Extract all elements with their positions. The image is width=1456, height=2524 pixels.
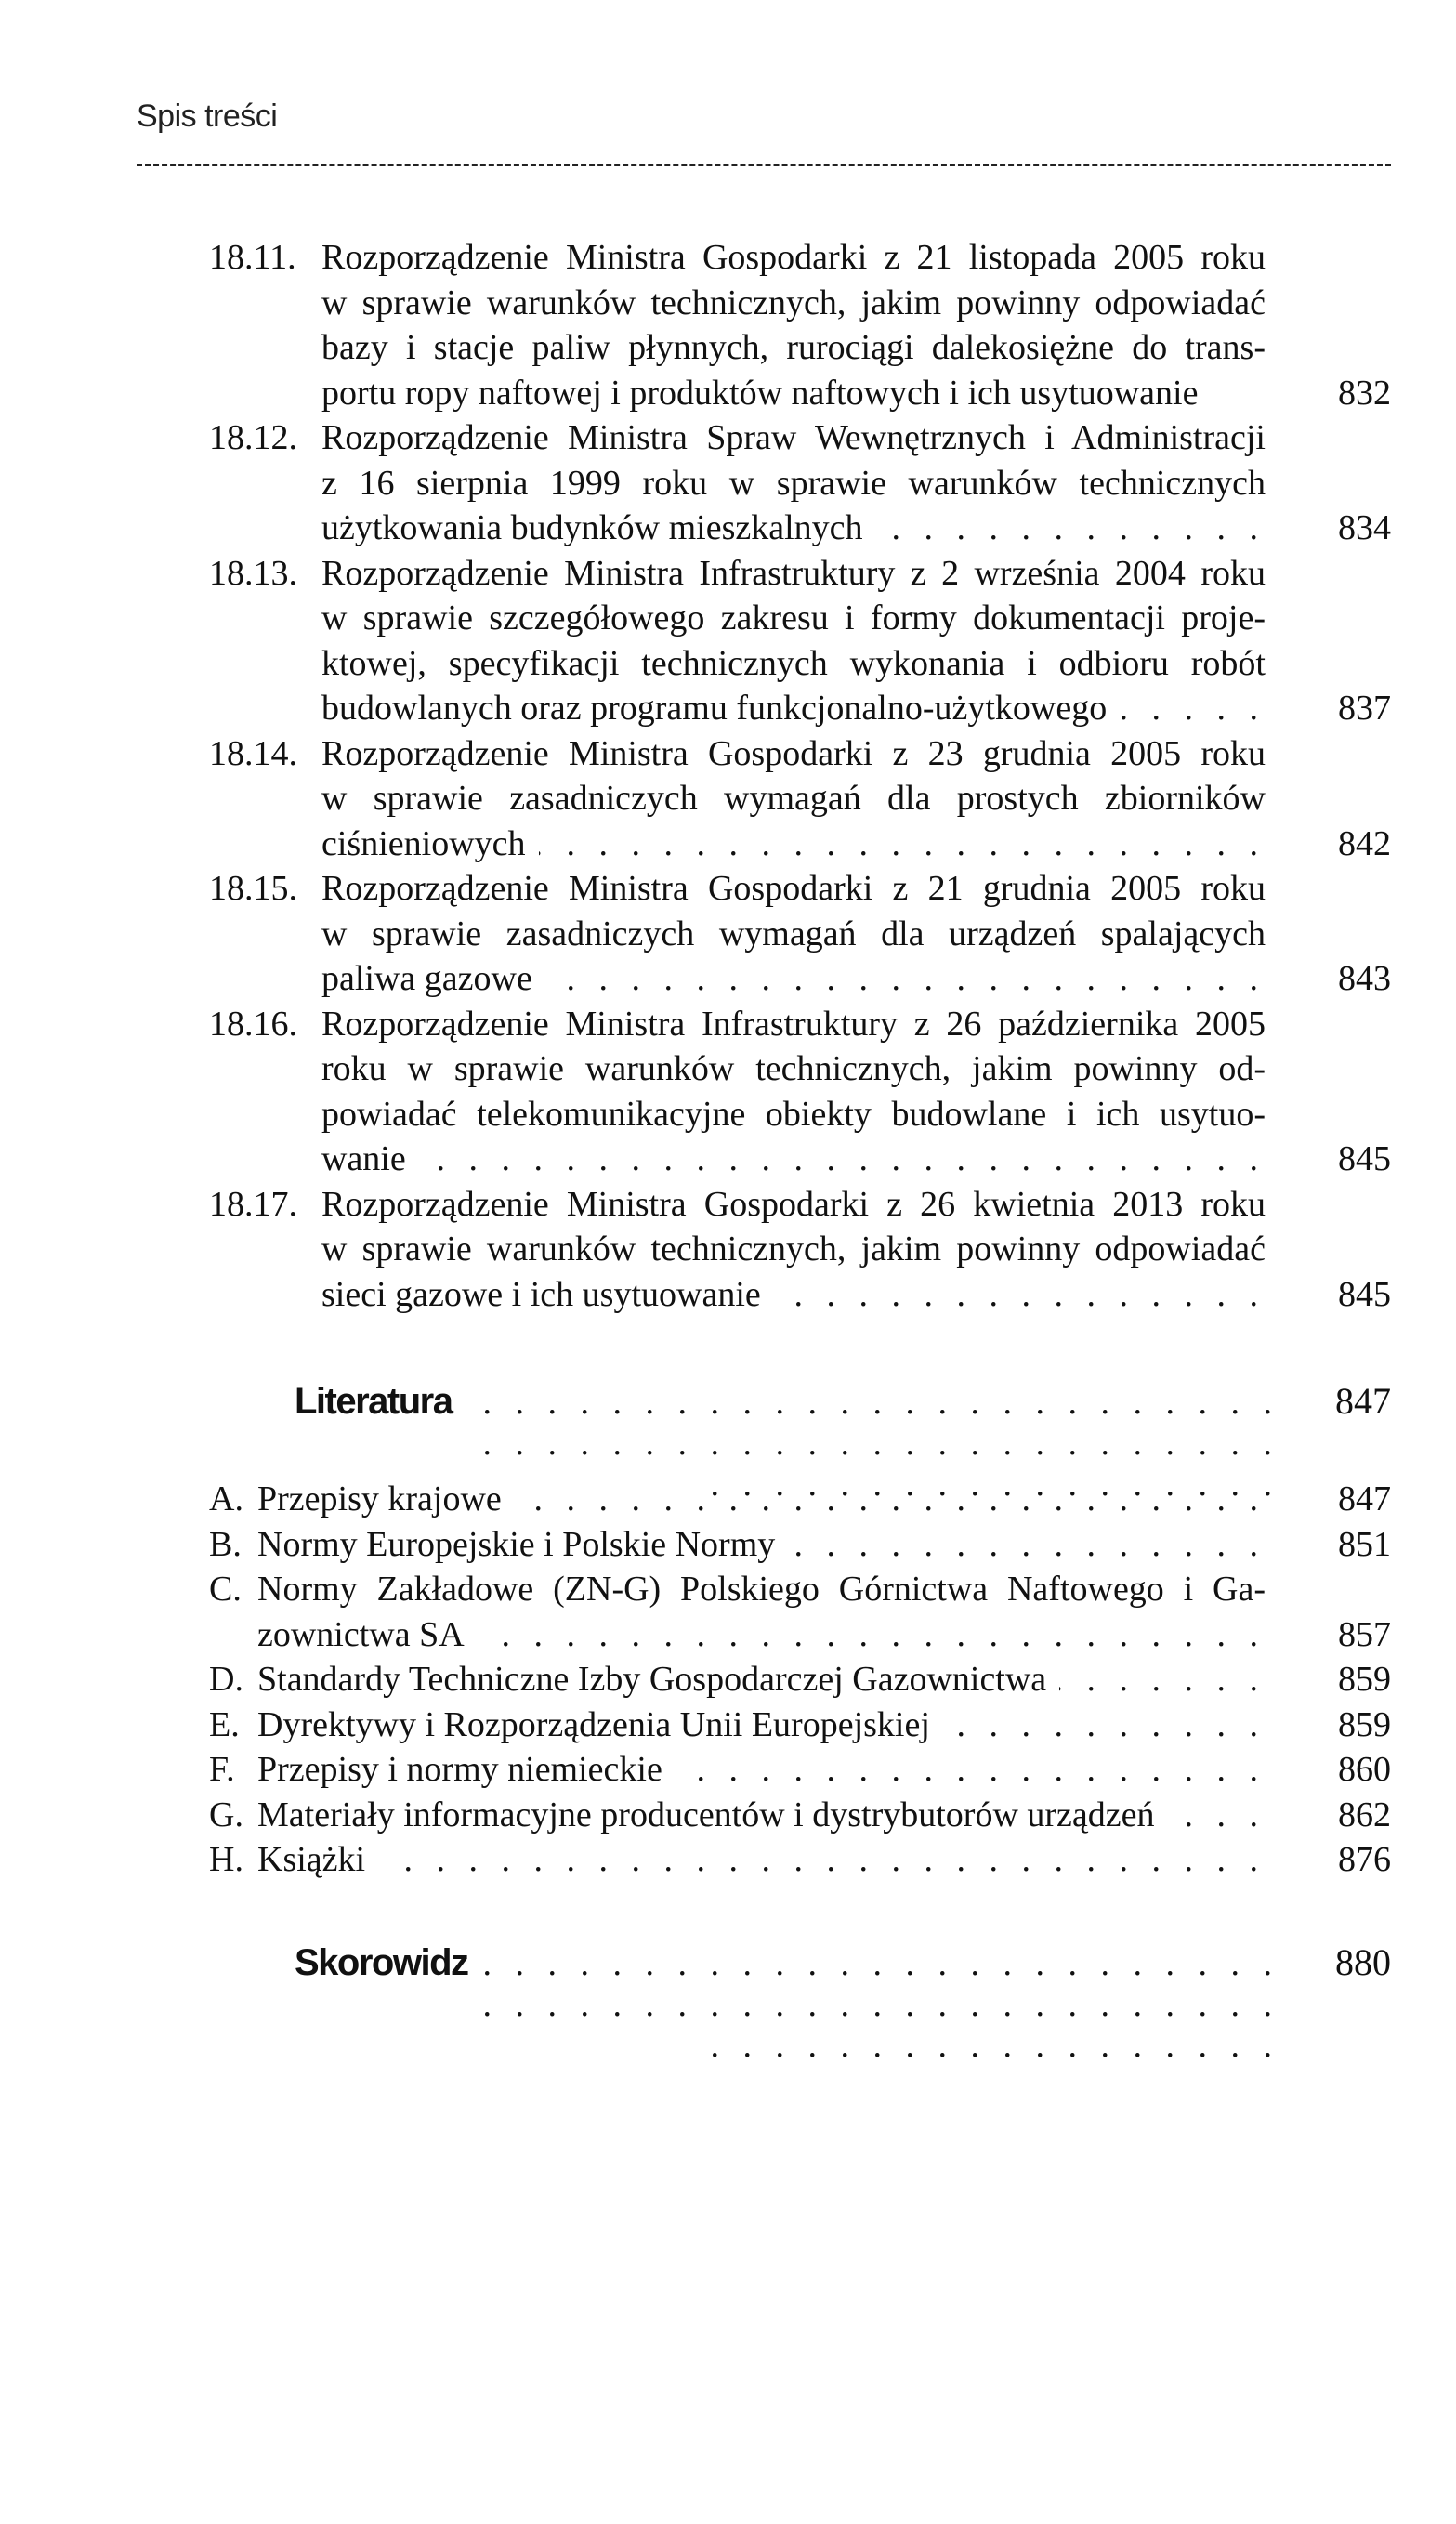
entry-text-last	[321, 686, 1266, 731]
page-number: 834	[1338, 508, 1391, 547]
toc-line	[209, 235, 1391, 281]
dot-leader	[774, 1272, 1266, 1318]
dot-leader	[943, 1702, 1266, 1748]
toc-entry[interactable]	[209, 1793, 1391, 1838]
dot-leader	[378, 1837, 1266, 1883]
toc-line	[209, 822, 1391, 867]
toc-line	[209, 1182, 1391, 1228]
dot-leader	[481, 1943, 1279, 2066]
toc-entry[interactable]	[209, 1477, 1391, 1522]
toc-line	[209, 1702, 1391, 1748]
entry-number: F.	[209, 1750, 235, 1789]
entry-text: paliwa gazowe	[321, 959, 532, 998]
toc-line	[209, 1046, 1391, 1092]
entry-number: 18.15.	[209, 869, 297, 908]
entry-text-last	[257, 1702, 1266, 1748]
entry-text: z 16 sierpnia 1999 roku w sprawie warunków technicznych	[321, 463, 1266, 503]
dot-leader	[788, 1522, 1266, 1568]
literatura-list	[209, 1477, 1391, 1883]
toc-line	[209, 641, 1391, 687]
toc-entry[interactable]	[209, 235, 1391, 415]
toc-line	[209, 1837, 1391, 1883]
page-number: 837	[1338, 689, 1391, 728]
toc-line	[209, 1657, 1391, 1702]
page-number: 847	[1335, 1380, 1391, 1422]
page-number: 880	[1335, 1941, 1391, 1983]
entry-text: w sprawie szczegółowego zakresu i formy dokumentacji proje-	[321, 598, 1266, 638]
entry-number: 18.17.	[209, 1184, 297, 1224]
entry-text: w sprawie zasadniczych wymagań dla urządzeń spalających	[321, 914, 1266, 953]
entry-text: powiadać telekomunikacyjne obiekty budowlane i ich usytuo-	[321, 1094, 1266, 1134]
entry-text: Rozporządzenie Ministra Gospodarki z 26 kwietnia 2013 roku	[321, 1184, 1266, 1224]
page-number: 842	[1338, 823, 1391, 863]
toc-line	[209, 1137, 1391, 1182]
entry-text-last	[257, 1793, 1266, 1838]
entry-number: 18.13.	[209, 553, 297, 593]
toc-entry[interactable]	[209, 866, 1391, 1002]
dot-leader	[545, 956, 1266, 1002]
entry-text-last	[321, 956, 1266, 1002]
entry-number: 18.16.	[209, 1004, 297, 1044]
toc-entry[interactable]	[209, 1702, 1391, 1748]
entry-number: 18.14.	[209, 733, 297, 773]
entry-text: Rozporządzenie Ministra Gospodarki z 21 listopada 2005 roku	[321, 238, 1266, 277]
toc-line	[209, 1272, 1391, 1318]
dot-leader	[539, 822, 1266, 867]
page-number: 832	[1338, 373, 1391, 413]
entry-text-last	[321, 822, 1266, 867]
entry-text: w sprawie zasadniczych wymagań dla prostych zbiorników	[321, 779, 1266, 818]
page-number: 847	[1338, 1479, 1391, 1518]
toc-line	[209, 551, 1391, 597]
page-number: 845	[1338, 1274, 1391, 1314]
entry-text: ktowej, specyfikacji technicznych wykonania i odbioru robót	[321, 643, 1266, 683]
entry-text: Rozporządzenie Ministra Infrastruktury z 26 października 2005	[321, 1004, 1266, 1044]
toc-line	[209, 912, 1391, 957]
dot-leader	[1059, 1657, 1266, 1702]
toc-line	[209, 1092, 1391, 1137]
dot-leader	[1168, 1793, 1266, 1838]
toc-line	[209, 415, 1391, 461]
entry-number: C.	[209, 1570, 242, 1609]
entry-text: Normy Zakładowe (ZN-G) Polskiego Górnictwa Naftowego i Ga-	[257, 1570, 1266, 1609]
dot-leader	[515, 1477, 1266, 1522]
toc-line	[209, 866, 1391, 912]
entry-text: Materiały informacyjne producentów i dystrybutorów urządzeń	[257, 1794, 1155, 1834]
entry-text: Rozporządzenie Ministra Gospodarki z 23 grudnia 2005 roku	[321, 733, 1266, 773]
toc-line	[209, 1227, 1391, 1272]
entry-text: w sprawie warunków technicznych, jakim powinny odpowiadać	[321, 1229, 1266, 1269]
entry-text: bazy i stacje paliw płynnych, rurociągi dalekosiężne do trans-	[321, 328, 1266, 367]
entry-number: 18.11.	[209, 238, 296, 277]
toc-line	[209, 461, 1391, 506]
entry-text: zownictwa SA	[257, 1614, 465, 1654]
toc-entry[interactable]	[209, 1002, 1391, 1182]
entry-text: Książki	[257, 1840, 366, 1879]
toc-line	[209, 686, 1391, 731]
toc-heading-skorowidz[interactable]	[295, 1940, 1391, 2066]
entry-text: Dyrektywy i Rozporządzenia Unii Europejskiej	[257, 1704, 930, 1744]
entry-text: Rozporządzenie Ministra Infrastruktury z 2 września 2004 roku	[321, 553, 1266, 593]
toc-line	[209, 776, 1391, 822]
dot-leader	[876, 506, 1266, 551]
entry-text: Standardy Techniczne Izby Gospodarczej Gazownictwa	[257, 1660, 1047, 1699]
dot-leader	[676, 1747, 1266, 1793]
toc-entry[interactable]	[209, 1657, 1391, 1702]
dot-leader	[478, 1612, 1266, 1658]
entry-text: w sprawie warunków technicznych, jakim powinny odpowiadać	[321, 283, 1266, 322]
dot-leader	[419, 1137, 1266, 1182]
toc-line	[209, 371, 1391, 416]
entry-text-last	[321, 1137, 1266, 1182]
entry-text: wanie	[321, 1139, 406, 1178]
toc-entry[interactable]	[209, 415, 1391, 551]
entry-text: użytkowania budynków mieszkalnych	[321, 508, 863, 547]
heading-title: Skorowidz	[295, 1942, 468, 1983]
toc-line	[209, 506, 1391, 551]
toc-section-18	[209, 235, 1391, 1317]
entry-text-last	[257, 1522, 1266, 1568]
toc-entry[interactable]	[209, 1182, 1391, 1318]
dot-leader	[1120, 686, 1266, 731]
entry-text: Przepisy krajowe	[257, 1479, 502, 1518]
toc-line	[209, 1793, 1391, 1838]
toc-line	[209, 281, 1391, 326]
page-number: 857	[1338, 1614, 1391, 1654]
entry-text-last	[257, 1837, 1266, 1883]
page-number: 862	[1338, 1794, 1391, 1834]
entry-text: sieci gazowe i ich usytuowanie	[321, 1274, 761, 1314]
toc-entry[interactable]	[209, 1837, 1391, 1883]
entry-text-last	[257, 1657, 1266, 1702]
toc-entry[interactable]	[209, 551, 1391, 731]
toc-line	[209, 731, 1391, 777]
entry-number: G.	[209, 1794, 243, 1834]
header-divider	[137, 164, 1391, 166]
entry-number: E.	[209, 1704, 240, 1744]
toc-line	[209, 1477, 1391, 1522]
toc-line	[209, 1612, 1391, 1658]
toc-line	[209, 1002, 1391, 1047]
entry-text-last	[257, 1747, 1266, 1793]
entry-text-last	[321, 506, 1266, 551]
entry-text-last	[257, 1477, 1266, 1522]
toc-line	[209, 1567, 1391, 1612]
toc-line	[209, 596, 1391, 641]
toc-entry[interactable]	[209, 1522, 1391, 1568]
page-number: 860	[1338, 1750, 1391, 1789]
entry-number: B.	[209, 1524, 242, 1564]
toc-line	[209, 1747, 1391, 1793]
toc-line	[209, 1522, 1391, 1568]
toc-entry[interactable]	[209, 731, 1391, 867]
page-number: 859	[1338, 1660, 1391, 1699]
entry-text: portu ropy naftowej i produktów naftowych i ich usytuowanie	[321, 373, 1199, 413]
entry-text: Rozporządzenie Ministra Spraw Wewnętrznych i Administracji	[321, 418, 1266, 457]
entry-text-last	[321, 1272, 1266, 1318]
toc-entry[interactable]	[209, 1747, 1391, 1793]
entry-text: Normy Europejskie i Polskie Normy	[257, 1524, 776, 1564]
page-number: 851	[1338, 1524, 1391, 1564]
toc-entry[interactable]	[209, 1567, 1391, 1657]
entry-text: roku w sprawie warunków technicznych, jakim powinny od-	[321, 1049, 1266, 1088]
entry-text-last	[257, 1612, 1266, 1658]
entry-number: A.	[209, 1479, 243, 1518]
entry-number: H.	[209, 1840, 243, 1879]
toc-line	[209, 325, 1391, 371]
page-number: 876	[1338, 1840, 1391, 1879]
entry-text-last	[321, 371, 1266, 416]
entry-number: 18.12.	[209, 418, 297, 457]
entry-text: budowlanych oraz programu funkcjonalno-użytkowego	[321, 689, 1108, 728]
running-head: Spis treści	[137, 99, 278, 134]
toc-line	[209, 956, 1391, 1002]
entry-number: D.	[209, 1660, 243, 1699]
entry-text: Przepisy i normy niemieckie	[257, 1750, 662, 1789]
heading-title: Literatura	[295, 1381, 453, 1422]
page-number: 845	[1338, 1139, 1391, 1178]
page-number: 859	[1338, 1704, 1391, 1744]
page-number: 843	[1338, 959, 1391, 998]
entry-text: ciśnieniowych	[321, 823, 526, 863]
entry-text: Rozporządzenie Ministra Gospodarki z 21 grudnia 2005 roku	[321, 869, 1266, 908]
